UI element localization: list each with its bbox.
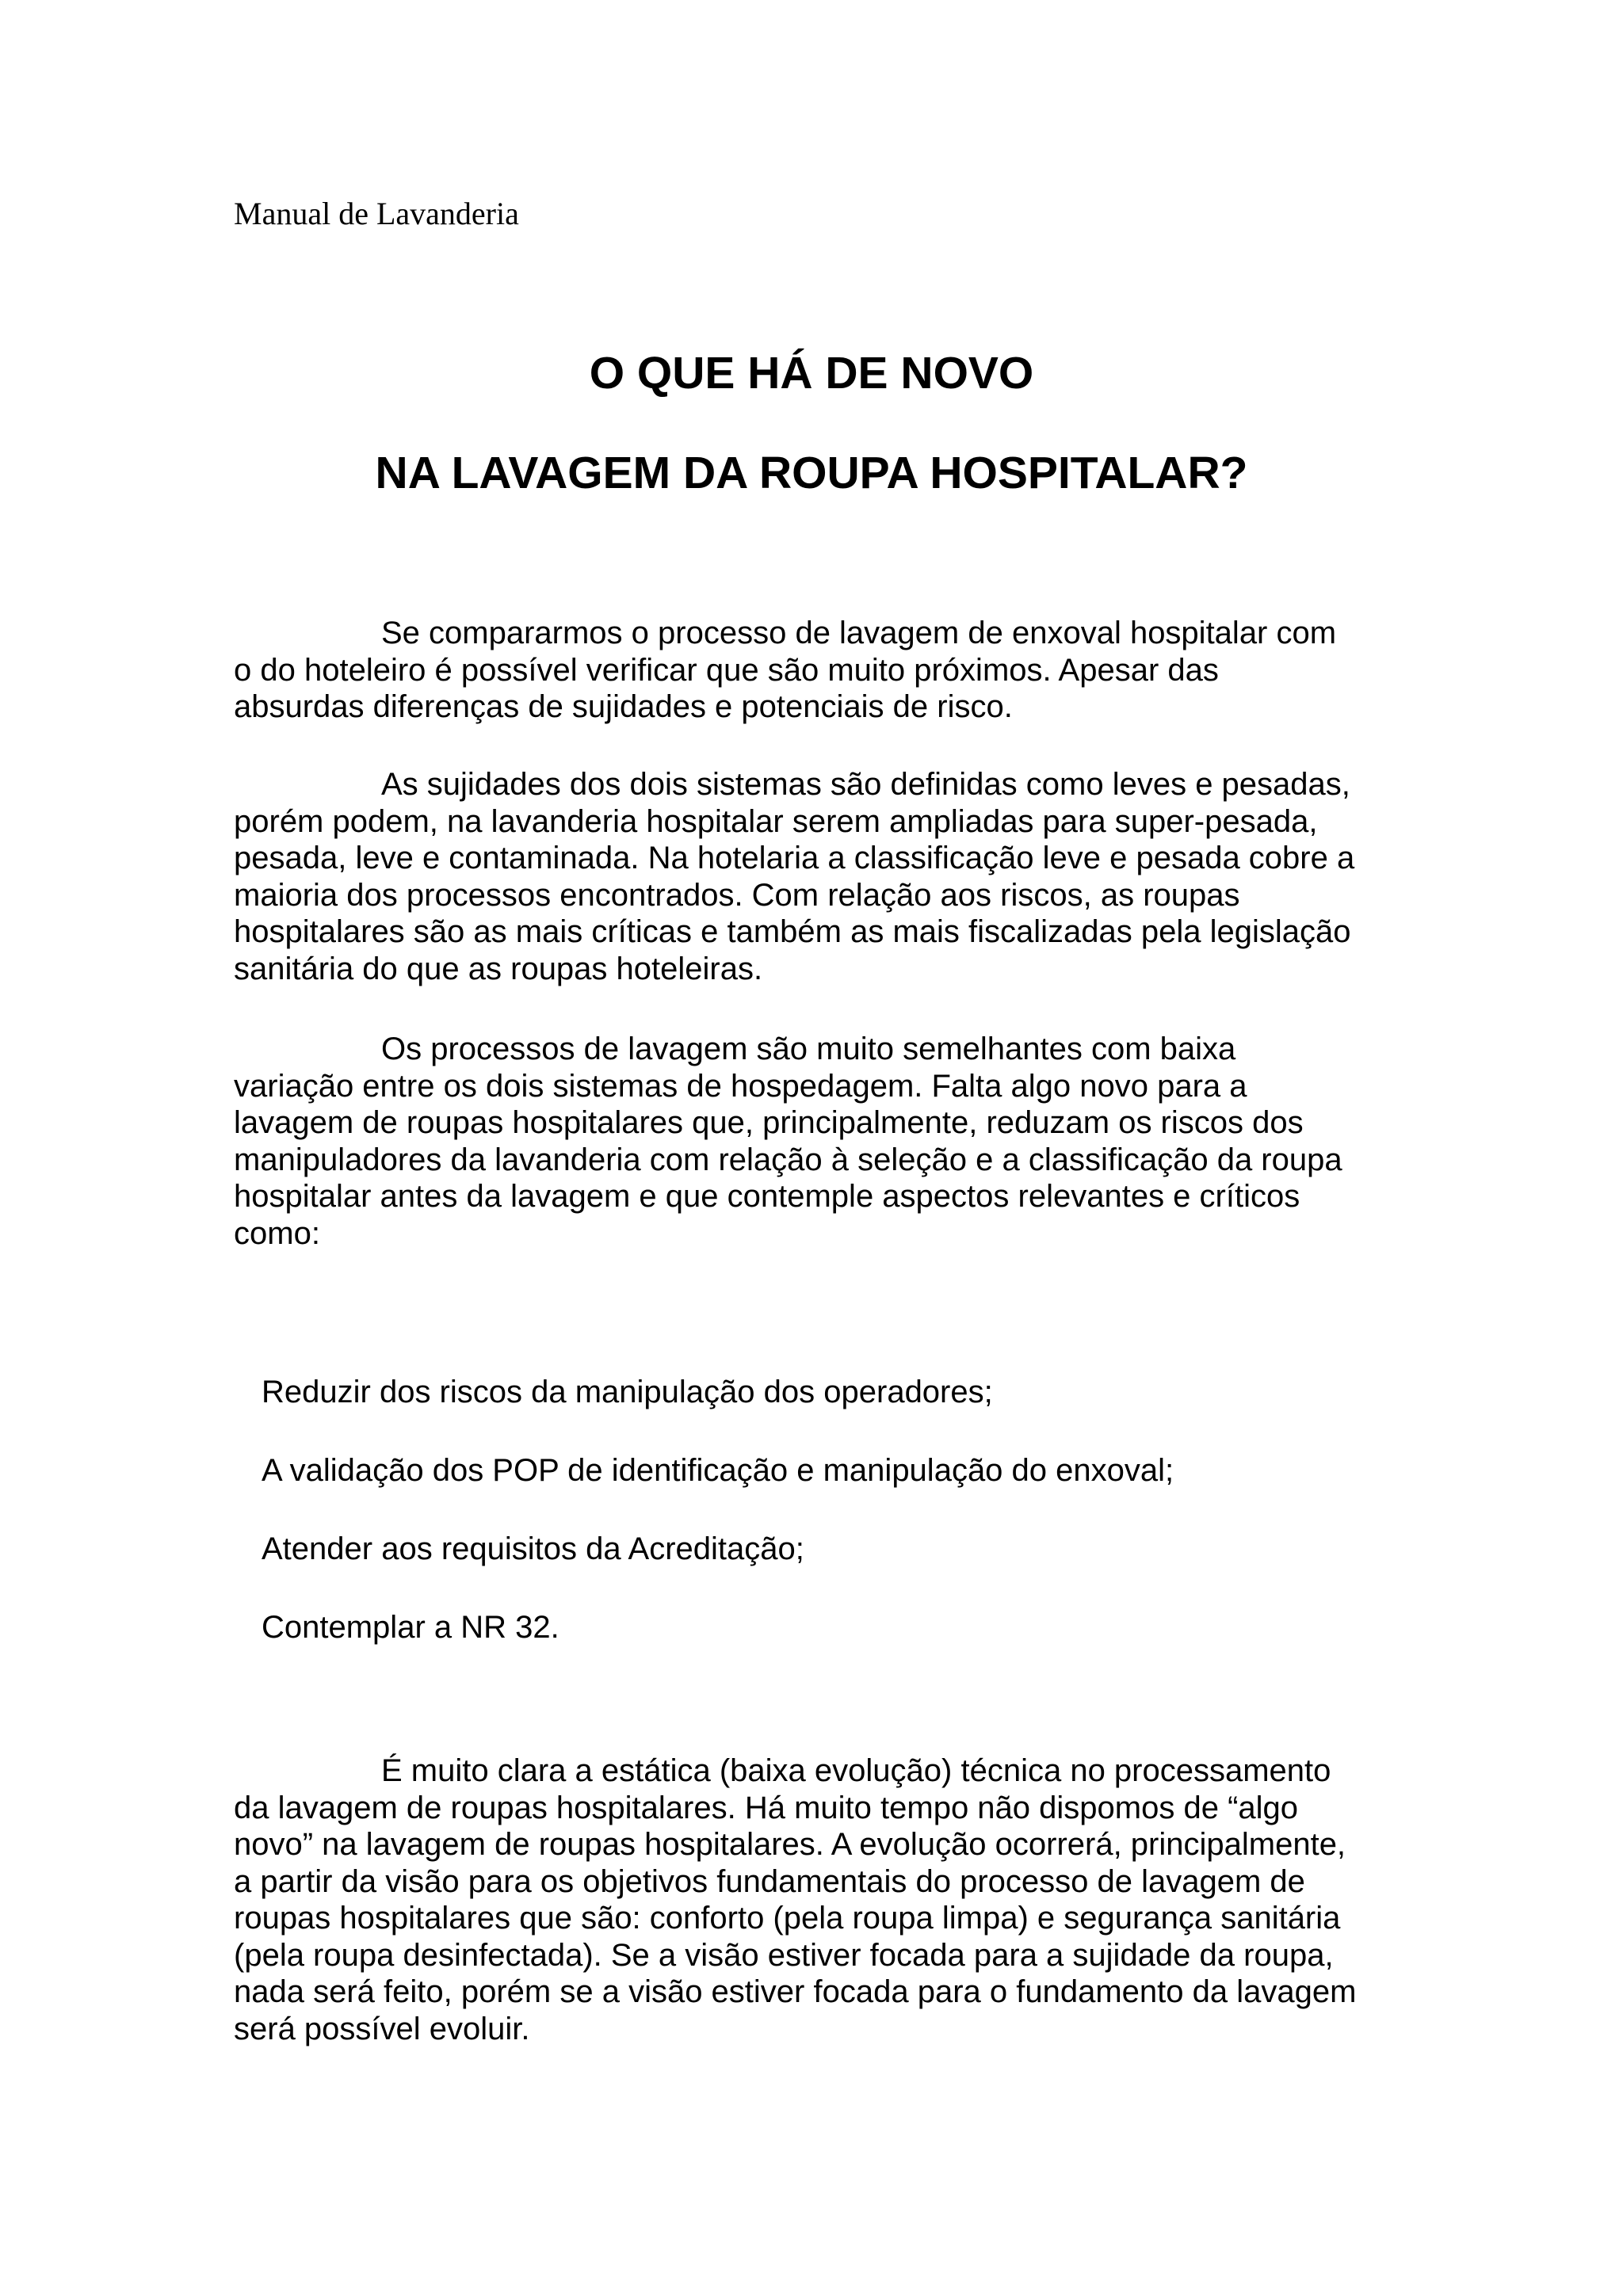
paragraph-line: roupas hospitalares que são: conforto (pela roupa limpa) e segurança sanitária xyxy=(234,1901,1341,1936)
paragraph-line: sanitária do que as roupas hoteleiras. xyxy=(234,951,763,986)
paragraph-4 xyxy=(234,1753,1415,2047)
paragraph-line: É muito clara a estática (baixa evolução) técnica no processamento xyxy=(381,1753,1331,1788)
list-item: A validação dos POP de identificação e manipulação do enxoval; xyxy=(262,1453,1174,1488)
paragraph-line: da lavagem de roupas hospitalares. Há muito tempo não dispomos de “algo xyxy=(234,1790,1299,1825)
paragraph-line: absurdas diferenças de sujidades e potenciais de risco. xyxy=(234,689,1013,724)
paragraph-line: a partir da visão para os objetivos fundamentais do processo de lavagem de xyxy=(234,1863,1305,1899)
paragraph-3 xyxy=(234,1031,1415,1252)
list-item: Reduzir dos riscos da manipulação dos operadores; xyxy=(262,1375,993,1409)
paragraph-line: hospitalares são as mais críticas e também as mais fiscalizadas pela legislação xyxy=(234,914,1351,949)
paragraph-1 xyxy=(234,615,1415,726)
paragraph-line: variação entre os dois sistemas de hospedagem. Falta algo novo para a xyxy=(234,1068,1247,1104)
page-title-line-2: NA LAVAGEM DA ROUPA HOSPITALAR? xyxy=(375,448,1248,498)
paragraph-line: nada será feito, porém se a visão estiver focada para o fundamento da lavagem xyxy=(234,1974,1357,2009)
paragraph-line: maioria dos processos encontrados. Com relação aos riscos, as roupas xyxy=(234,877,1240,913)
document-header: Manual de Lavanderia xyxy=(234,196,519,231)
paragraph-line: pesada, leve e contaminada. Na hotelaria a classificação leve e pesada cobre a xyxy=(234,841,1355,875)
list-item: Atender aos requisitos da Acreditação; xyxy=(262,1531,804,1566)
paragraph-line: Os processos de lavagem são muito semelhantes com baixa xyxy=(381,1032,1236,1066)
paragraph-line: porém podem, na lavanderia hospitalar serem ampliadas para super-pesada, xyxy=(234,803,1318,839)
page-title-line-1: O QUE HÁ DE NOVO xyxy=(589,348,1034,399)
paragraph-line: novo” na lavagem de roupas hospitalares. A evolução ocorrerá, principalmente, xyxy=(234,1827,1346,1862)
paragraph-line: manipuladores da lavanderia com relação à seleção e a classificação da roupa xyxy=(234,1142,1342,1177)
paragraph-line: como: xyxy=(234,1215,320,1251)
list-item: Contemplar a NR 32. xyxy=(262,1610,559,1645)
paragraph-line: Se compararmos o processo de lavagem de enxoval hospitalar com xyxy=(381,616,1337,650)
paragraph-line: (pela roupa desinfectada). Se a visão estiver focada para a sujidade da roupa, xyxy=(234,1937,1334,1973)
paragraph-line: hospitalar antes da lavagem e que contemple aspectos relevantes e críticos xyxy=(234,1179,1300,1214)
paragraph-line: lavagem de roupas hospitalares que, principalmente, reduzam os riscos dos xyxy=(234,1105,1304,1140)
paragraph-line: será possível evoluir. xyxy=(234,2011,530,2046)
paragraph-line: As sujidades dos dois sistemas são definidas como leves e pesadas, xyxy=(381,767,1350,802)
paragraph-line: o do hoteleiro é possível verificar que são muito próximos. Apesar das xyxy=(234,652,1219,688)
paragraph-2 xyxy=(234,766,1415,987)
